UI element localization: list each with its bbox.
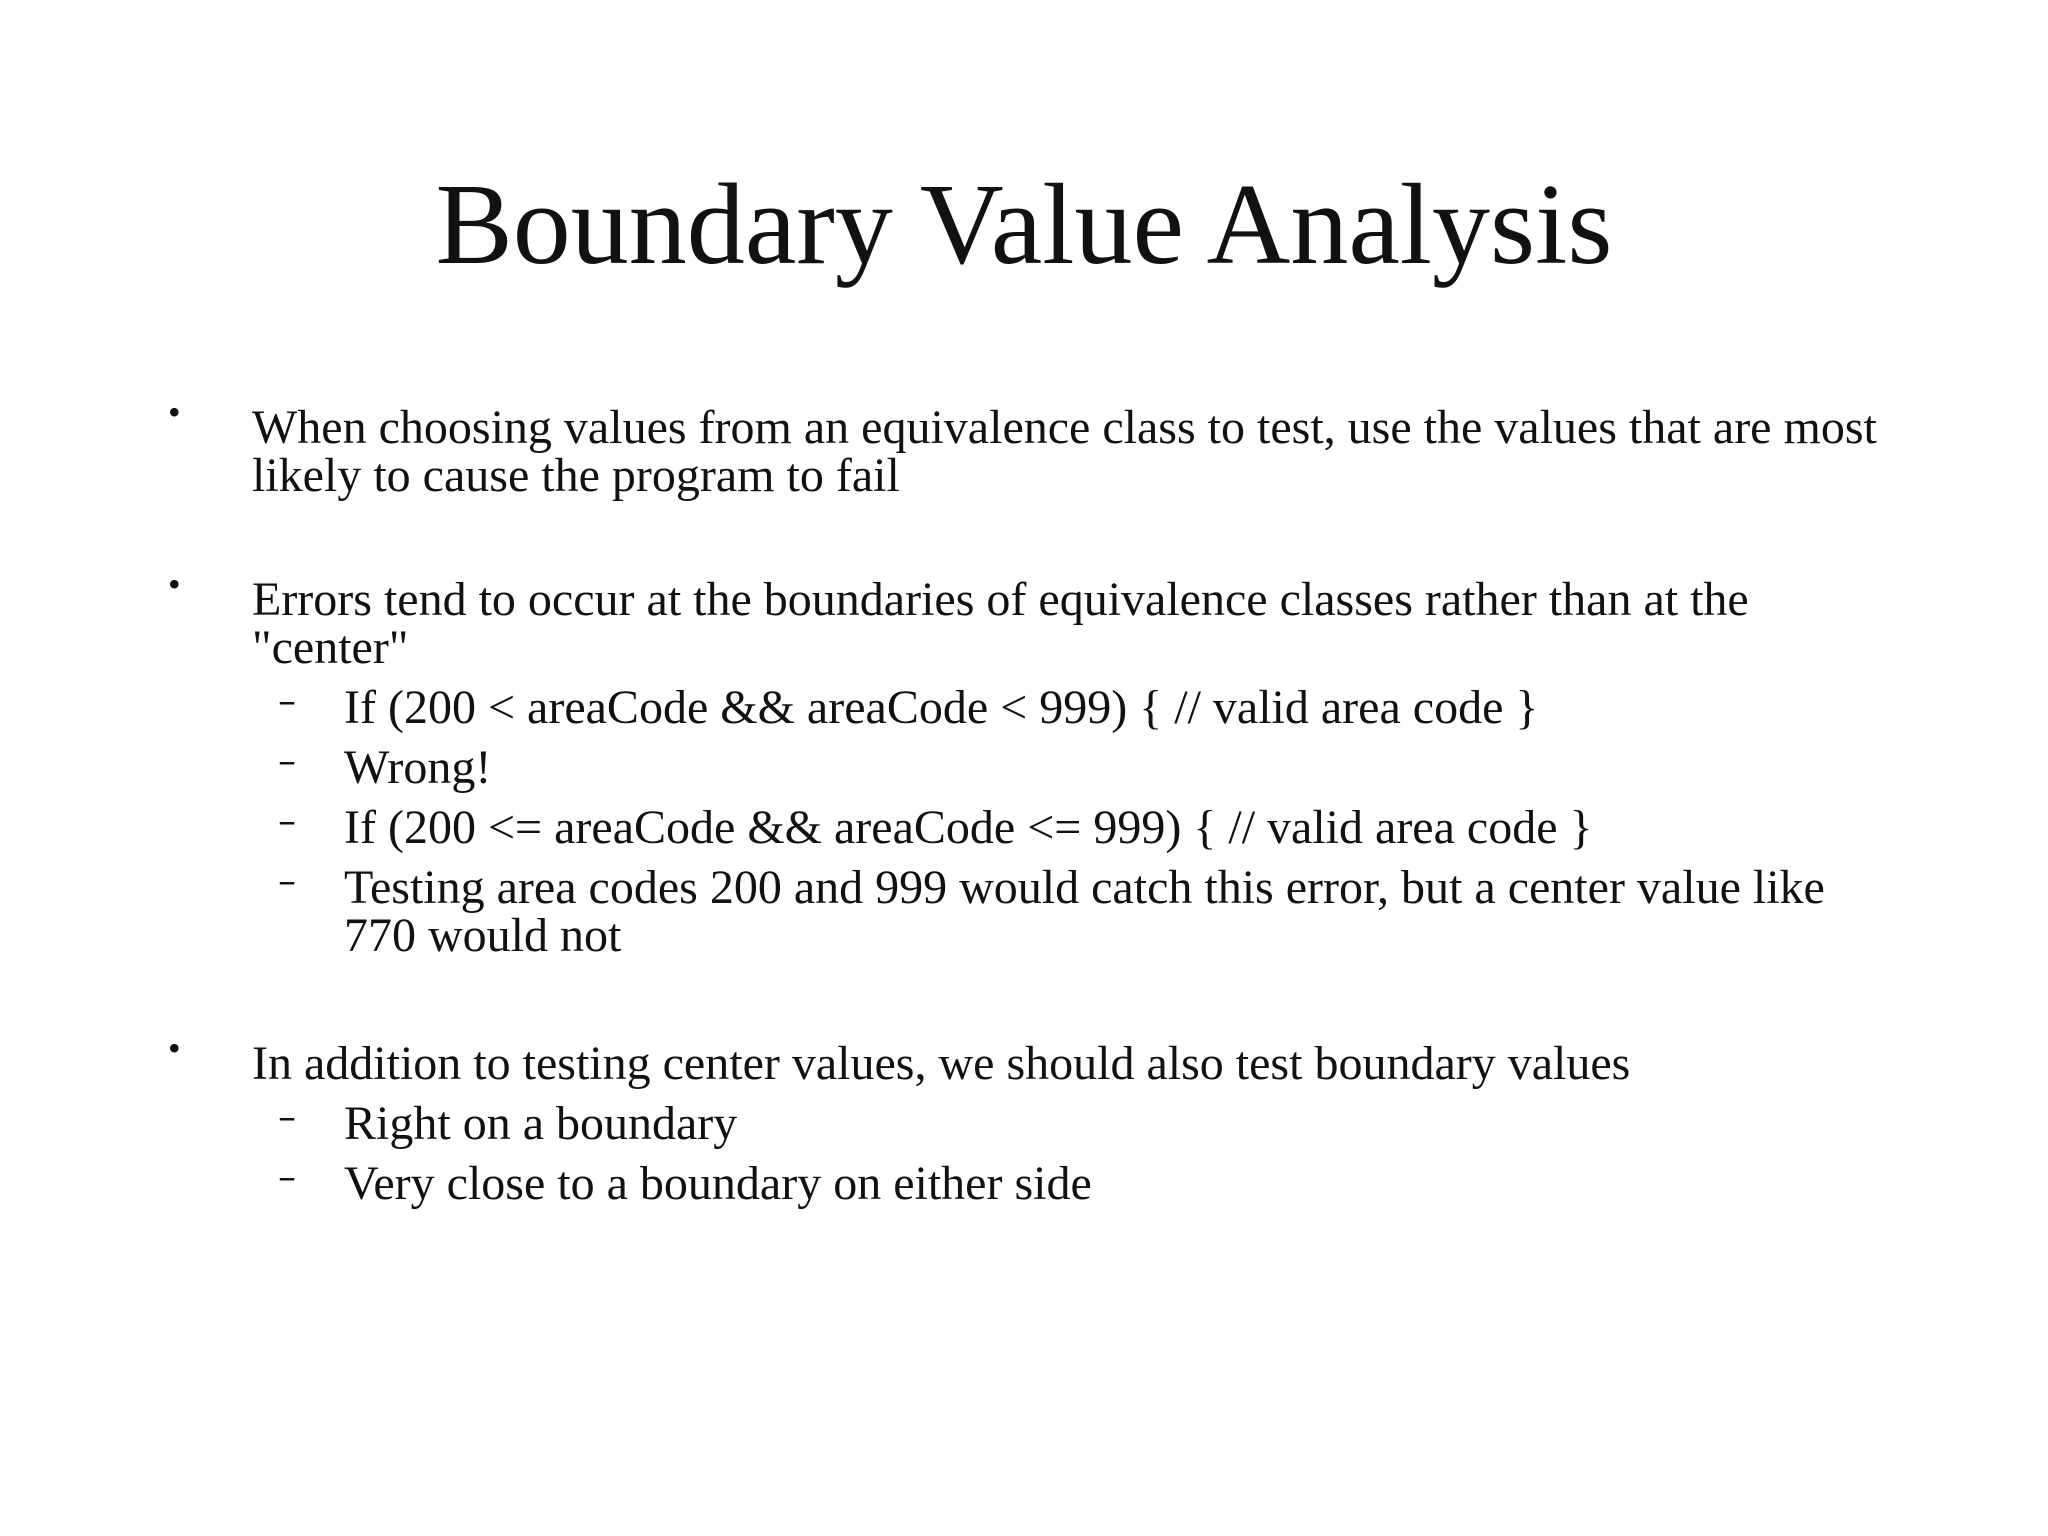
bullet-text: Errors tend to occur at the boundaries of equivalence classes rather than at the "center": [252, 573, 1749, 674]
bullet-icon: •: [168, 564, 181, 604]
bullet-item: [168, 1028, 1892, 1210]
sub-bullet-item: [252, 801, 1892, 854]
sub-bullet-text: If (200 < areaCode && areaCode < 999) { // valid area code }: [344, 681, 1539, 734]
dash-icon: –: [278, 1097, 296, 1138]
sub-bullet-item: [252, 861, 1892, 962]
bullet-item: [168, 392, 1892, 502]
sub-bullet-text: Testing area codes 200 and 999 would catch this error, but a center value like 770 would not: [344, 861, 1825, 962]
bullet-icon: •: [168, 392, 181, 432]
slide-title: Boundary Value Analysis: [435, 161, 1613, 289]
sub-bullet-text: If (200 <= areaCode && areaCode <= 999) { // valid area code }: [344, 801, 1593, 854]
sub-bullet-item: [252, 1097, 1892, 1150]
bullet-item: [168, 564, 1892, 962]
bullet-icon: •: [168, 1028, 181, 1068]
dash-icon: –: [278, 861, 296, 902]
sub-bullet-text: Wrong!: [344, 741, 492, 794]
dash-icon: –: [278, 1157, 296, 1198]
sub-bullet-item: [252, 681, 1892, 734]
sub-bullet-item: [252, 741, 1892, 794]
dash-icon: –: [278, 741, 296, 782]
dash-icon: –: [278, 681, 296, 722]
sub-bullet-text: Right on a boundary: [344, 1097, 738, 1150]
bullet-text: In addition to testing center values, we should also test boundary values: [252, 1037, 1631, 1090]
bullet-text: When choosing values from an equivalence class to test, use the values that are most likely to cause the program to fail: [252, 401, 1877, 502]
dash-icon: –: [278, 801, 296, 842]
sub-bullet-item: [252, 1157, 1892, 1210]
sub-bullet-text: Very close to a boundary on either side: [344, 1157, 1092, 1210]
